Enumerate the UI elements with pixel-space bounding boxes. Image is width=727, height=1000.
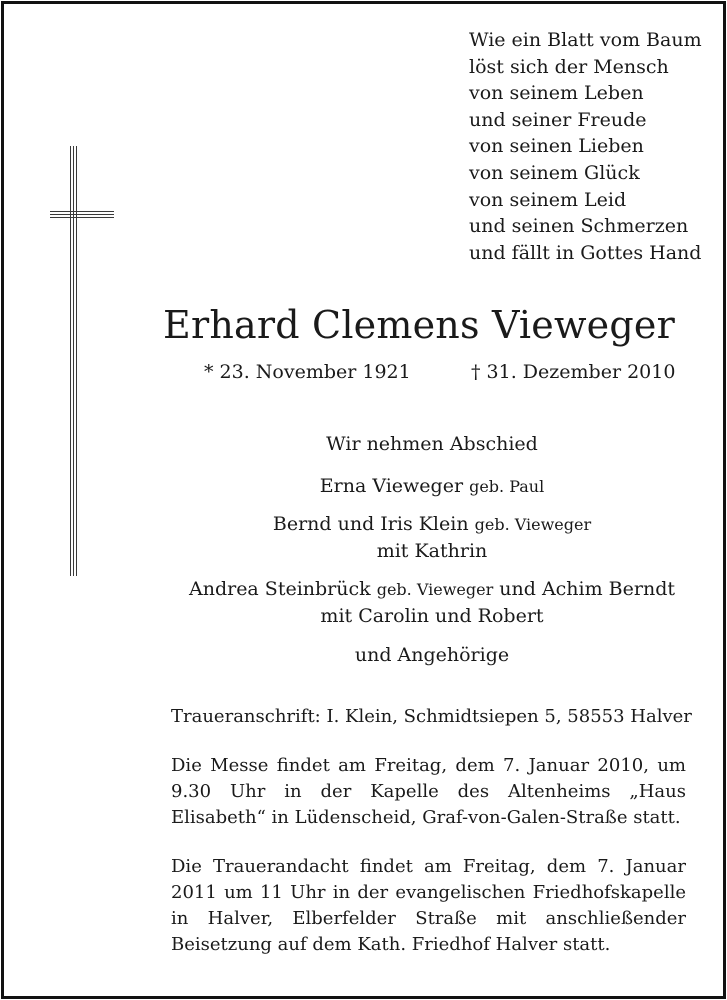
deceased-name: Erhard Clemens Vieweger bbox=[163, 303, 675, 347]
mourner-name: Andrea Steinbrück bbox=[188, 578, 371, 600]
mourner-name: Bernd und Iris Klein bbox=[272, 513, 469, 535]
mourner-bernd-child: mit Kathrin bbox=[376, 540, 488, 562]
mourner-erna bbox=[80, 472, 727, 501]
maiden-name: geb. Vieweger bbox=[376, 580, 494, 599]
mourner-andrea bbox=[80, 575, 727, 604]
poem-line: von seinem Glück bbox=[469, 161, 640, 184]
farewell-intro: Wir nehmen Abschied bbox=[326, 433, 538, 455]
mourner-relatives: und Angehörige bbox=[354, 644, 510, 666]
poem-line: von seinem Leben bbox=[469, 82, 644, 105]
condolence-address: Traueranschrift: I. Klein, Schmidtsiepen 5, 58553 Halver bbox=[171, 706, 692, 727]
poem-line: löst sich der Mensch bbox=[469, 55, 669, 78]
devotion-notice: Die Trauerandacht findet am Freitag, dem 7. Januar 2011 um 11 Uhr in der evangelischen Friedhofskapelle in Halver, Elberfelder Straße mit anschließender Beisetzung auf dem Kath. Friedhof Halver statt. bbox=[171, 856, 686, 955]
maiden-name: geb. Vieweger bbox=[474, 515, 592, 534]
poem bbox=[469, 27, 709, 266]
death-date: † 31. Dezember 2010 bbox=[471, 361, 676, 383]
mass-notice: Die Messe findet am Freitag, dem 7. Januar 2010, um 9.30 Uhr in der Kapelle des Altenheims „Haus Elisabeth“ in Lüdenscheid, Graf-von-Galen-Straße statt. bbox=[171, 755, 686, 828]
mourner-andrea-children: mit Carolin und Robert bbox=[320, 605, 544, 627]
poem-line: und seiner Freude bbox=[469, 108, 647, 131]
maiden-name: geb. Paul bbox=[469, 477, 545, 496]
mourner-bernd bbox=[80, 510, 727, 539]
poem-line: und fällt in Gottes Hand bbox=[469, 241, 702, 264]
mourner-partner: und Achim Berndt bbox=[499, 578, 675, 600]
poem-line: Wie ein Blatt vom Baum bbox=[469, 29, 702, 51]
poem-line: von seinem Leid bbox=[469, 188, 627, 211]
birth-date: * 23. November 1921 bbox=[204, 361, 411, 383]
poem-line: und seinen Schmerzen bbox=[469, 215, 689, 238]
mourner-name: Erna Vieweger bbox=[319, 475, 464, 497]
poem-line: von seinen Lieben bbox=[469, 135, 644, 158]
